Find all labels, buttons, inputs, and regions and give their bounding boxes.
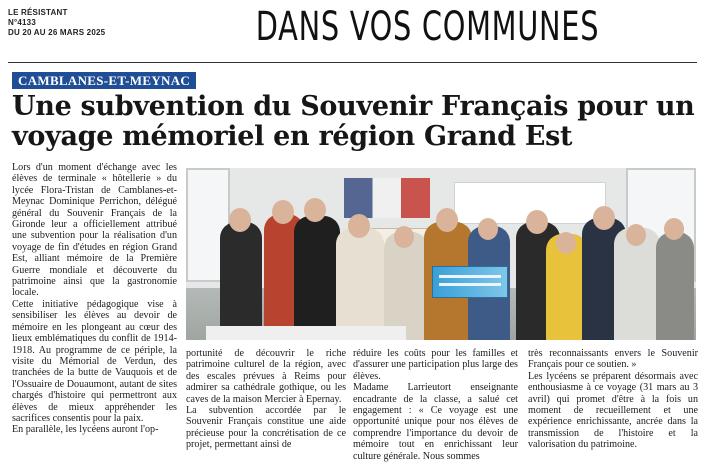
person-head bbox=[348, 214, 370, 238]
article-photo bbox=[186, 168, 696, 340]
publication-info bbox=[8, 8, 105, 38]
person bbox=[220, 222, 262, 340]
paragraph: En parallèle, les lycéens auront l'op- bbox=[12, 424, 159, 436]
article-column-3 bbox=[353, 348, 518, 462]
person bbox=[294, 216, 340, 340]
person-head bbox=[394, 226, 414, 248]
person bbox=[336, 228, 384, 340]
person-head bbox=[272, 200, 294, 224]
person-head bbox=[436, 208, 458, 232]
person-head bbox=[304, 198, 326, 222]
paragraph: La subvention accordée par le Souvenir Français constitue une aide précieuse pour la concrétisation de ce projet, permettant ainsi de bbox=[186, 405, 346, 451]
person-head bbox=[626, 224, 646, 246]
paragraph: Lors d'un moment d'échange avec les élèves de terminale « hôtellerie » du lycée Flora-Tristan de Camblanes-et-Meynac Dominique Perrichon, délégué général du Souvenir Français de la Gironde leur a officiellement attribué une subvention pour la réalisation d'un voyage de fin d'études en région Grand Est, alliant mémoire de la Première Guerre mondiale et découverte du patrimoine ainsi que la gastronomie locale. bbox=[12, 162, 177, 299]
giant-cheque bbox=[432, 266, 508, 298]
issue-dates: DU 20 AU 26 MARS 2025 bbox=[8, 28, 106, 37]
article-column-2 bbox=[186, 348, 346, 451]
issue-number: N°4133 bbox=[8, 18, 36, 27]
paragraph: réduire les coûts pour les familles et d'assurer une participation plus large des élèves. bbox=[353, 348, 518, 382]
publication-name: LE RÉSISTANT bbox=[8, 8, 68, 17]
masthead bbox=[0, 0, 705, 58]
section-title: DANS VOS COMMUNES bbox=[255, 4, 600, 50]
article-column-1 bbox=[12, 162, 177, 436]
person-head bbox=[556, 232, 576, 254]
paragraph: Les lycéens se préparent désormais avec enthousiasme à ce voyage (31 mars au 3 avril) qui promet d'être à la fois un moment de recueillement et une expérience enrichissante, ancrée dans la transmission de l'histoire et la valorisation du patrimoine. bbox=[528, 370, 698, 451]
person-head bbox=[526, 210, 548, 234]
person bbox=[656, 232, 694, 340]
person-head bbox=[593, 206, 615, 230]
paragraph: très reconnaissants envers le Souvenir Français pour ce soutien. » bbox=[528, 348, 698, 371]
cheque-line bbox=[439, 283, 501, 286]
article-kicker: CAMBLANES-ET-MEYNAC bbox=[12, 72, 196, 89]
header-rule bbox=[8, 62, 697, 63]
paragraph: portunité de découvrir le riche patrimoine culturel de la région, avec des escales prévues à Reims pour admirer sa cathédrale gothique, ou les caves de la maison Mercier à Epernay. bbox=[186, 348, 346, 405]
paragraph: Cette initiative pédagogique vise à sensibiliser les élèves au devoir de mémoire en les plongeant au cœur des lieux emblématiques du conflit de 1914-1918. Au programme de ce périple, la visite du Mémorial de Verdun, des tranchées de la butte de Vauquois et de l'Ossuaire de Douaumont, autant de sites chargés d'histoire qui permettront aux élèves de mieux appréhender les sacrifices consentis pour la paix. bbox=[12, 298, 177, 424]
table bbox=[206, 326, 406, 340]
cheque-line bbox=[439, 275, 501, 278]
person-head bbox=[229, 208, 251, 232]
person-head bbox=[664, 218, 684, 240]
person bbox=[384, 232, 428, 340]
flag-poster bbox=[344, 178, 430, 218]
paragraph: Madame Larrieutort enseignante encadrante de la classe, a salué cet engagement : « Ce voyage est une opportunité unique pour nos élèves de comprendre l'importance du devoir de mémoire tout en enrichissant leur culture générale. Nous sommes bbox=[353, 382, 518, 462]
article-column-4 bbox=[528, 348, 698, 451]
person-head bbox=[478, 218, 498, 240]
article-headline: Une subvention du Souvenir Français pour un voyage mémoriel en région Grand Est bbox=[12, 91, 695, 152]
